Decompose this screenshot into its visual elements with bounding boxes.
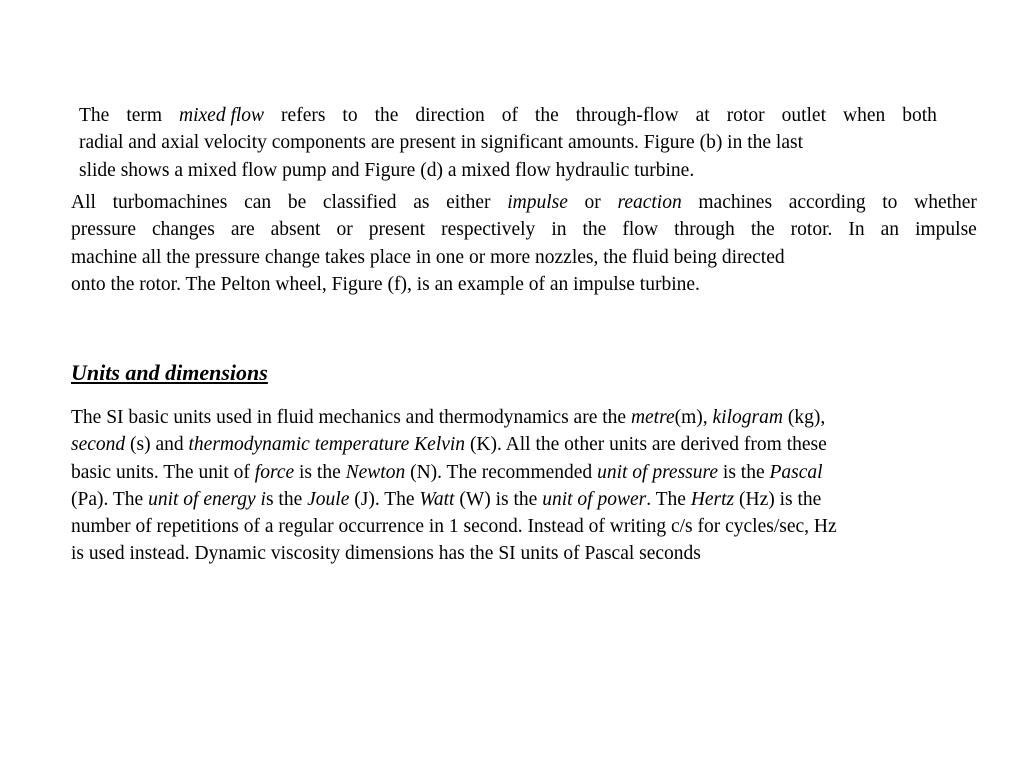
text-run: (W) is the — [454, 488, 543, 510]
word: direction — [415, 105, 485, 126]
word: the — [374, 105, 399, 126]
italic-term: Newton — [345, 461, 406, 483]
word: rotor — [726, 105, 765, 126]
text-run: (J). The — [349, 488, 420, 510]
word: through-flow — [575, 105, 679, 126]
text-line: machine all the pressure change takes place in one or more nozzles, the fluid being directed — [71, 246, 785, 268]
word: machines — [698, 192, 773, 213]
text-line: slide shows a mixed flow pump and Figure (d) a mixed flow hydraulic turbine. — [79, 159, 695, 181]
word: present — [368, 219, 426, 241]
word: or — [336, 219, 353, 241]
text-run: (Pa). The — [71, 488, 149, 510]
italic-term: Hertz — [690, 488, 735, 510]
word: either — [446, 192, 491, 213]
word: at — [695, 105, 710, 126]
word: rotor. — [790, 219, 833, 241]
text-line: onto the rotor. The Pelton wheel, Figure (f), is an example of an impulse turbine. — [71, 273, 700, 295]
word: term — [126, 105, 163, 126]
word: All — [71, 192, 96, 213]
italic-term: kilogram — [712, 407, 783, 428]
italic-term: reaction — [617, 192, 682, 213]
paragraph-impulse-reaction — [71, 189, 977, 298]
word: or — [584, 192, 601, 213]
italic-term: force — [254, 461, 295, 483]
word: refers — [281, 105, 326, 126]
text-line: radial and axial velocity components are present in significant amounts. Figure (b) in the last — [79, 132, 804, 154]
word: are — [230, 219, 255, 241]
text-run: s the — [265, 488, 308, 510]
text-line — [71, 404, 971, 431]
word: changes — [152, 219, 215, 241]
word: to — [342, 105, 358, 126]
italic-term: Pascal — [769, 461, 823, 483]
word: when — [842, 105, 886, 126]
word: flow — [622, 219, 659, 241]
text-run: (m), — [674, 407, 713, 428]
word: turbomachines — [112, 192, 228, 213]
italic-term: Watt — [419, 488, 455, 510]
word: pressure — [71, 219, 136, 241]
text-line — [71, 459, 971, 486]
text-run: (s) and — [125, 434, 189, 456]
text-run: . The — [646, 488, 691, 510]
word: in — [551, 219, 567, 241]
word: both — [902, 105, 937, 126]
text-line — [71, 486, 971, 513]
text-line — [79, 102, 937, 129]
italic-term: thermodynamic temperature Kelvin — [188, 434, 466, 456]
italic-term: mixed flow — [179, 105, 265, 126]
word: impulse — [915, 219, 977, 241]
italic-term: Joule — [307, 488, 350, 510]
word: through — [674, 219, 735, 241]
word: outlet — [781, 105, 826, 126]
text-run: basic units. The unit of — [71, 461, 255, 483]
text-run: (Hz) is the — [734, 488, 822, 510]
italic-term: unit of pressure — [597, 461, 719, 483]
word: of — [501, 105, 518, 126]
word: the — [534, 105, 559, 126]
text-run: is the — [718, 461, 770, 483]
italic-term: metre — [630, 407, 675, 428]
italic-term: second — [71, 434, 126, 456]
paragraph-units — [71, 404, 971, 568]
text-line — [71, 189, 977, 216]
italic-term: unit of energy i — [148, 488, 266, 510]
text-run: (kg), — [782, 407, 826, 428]
word: can — [244, 192, 272, 213]
text-run: The SI basic units used in fluid mechanics and thermodynamics are the — [71, 407, 631, 428]
text-line — [71, 431, 971, 458]
word: an — [880, 219, 900, 241]
word: The — [79, 105, 110, 126]
word: In — [848, 219, 865, 241]
word: the — [750, 219, 775, 241]
paragraph-mixed-flow — [79, 102, 937, 184]
word: be — [287, 192, 307, 213]
word: according — [788, 192, 866, 213]
italic-term: impulse — [507, 192, 568, 213]
word: the — [582, 219, 607, 241]
word: whether — [914, 192, 977, 213]
word: respectively — [441, 219, 536, 241]
word: as — [413, 192, 430, 213]
text-line: is used instead. Dynamic viscosity dimensions has the SI units of Pascal seconds — [71, 543, 701, 565]
word: classified — [322, 192, 397, 213]
text-line: number of repetitions of a regular occurrence in 1 second. Instead of writing c/s for cycles/sec, Hz — [71, 516, 837, 538]
word: absent — [270, 219, 321, 241]
text-run: (N). The recommended — [405, 461, 598, 483]
italic-term: unit of power — [542, 488, 647, 510]
text-line — [71, 216, 977, 243]
text-run: is the — [294, 461, 346, 483]
section-heading: Units and dimensions — [71, 360, 268, 385]
text-run: (K). All the other units are derived from these — [465, 434, 827, 456]
word: to — [882, 192, 898, 213]
